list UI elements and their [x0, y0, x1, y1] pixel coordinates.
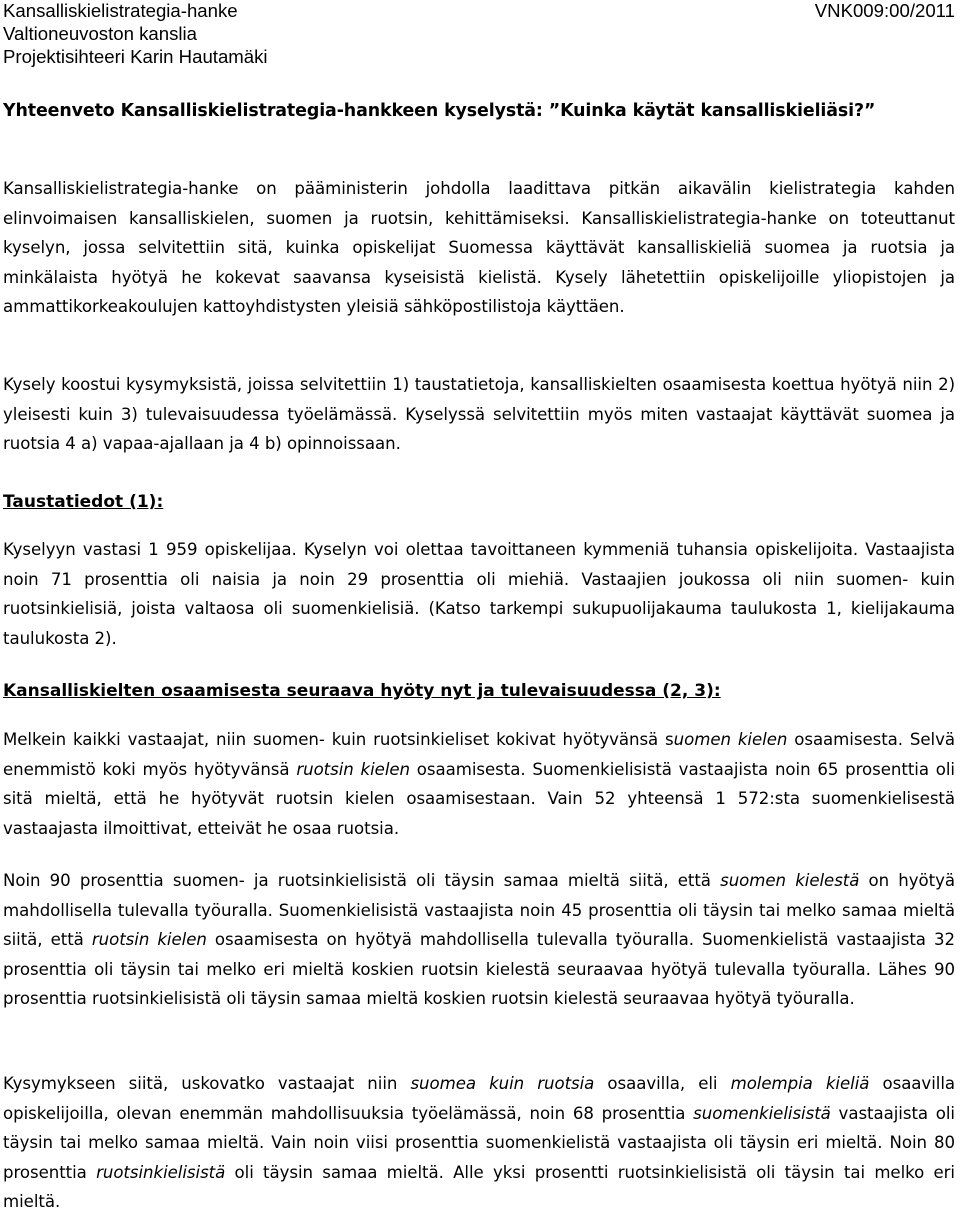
emphasis-text: suomen kielestä [720, 871, 860, 890]
background-paragraph: Kyselyyn vastasi 1 959 opiskelijaa. Kyselyn voi olettaa tavoittaneen kymmeniä tuhansia opiskelijoita. Vastaajista noin 71 prosenttia oli naisia ja noin 29 prosenttia oli miehiä. Vastaajien joukossa oli niin suomen- kuin ruotsinkielisiä, joista valtaosa oli suomenkielisiä. (Katso tarkempi sukupuolijakauma taulukosta 1, kielijakauma taulukosta 2). [3, 540, 955, 648]
section-heading-benefit: Kansalliskielten osaamisesta seuraava hyöty nyt ja tulevaisuudessa (2, 3): [3, 681, 721, 701]
benefit-paragraph-1: Melkein kaikki vastaajat, niin suomen- kuin ruotsinkieliset kokivat hyötyvänsä suomen kielen osaamisesta. Selvä enemmistö koki myös hyötyvänsä ruotsin kielen osaamisesta. Suomenkielisistä vastaajista noin 65 prosenttia oli sitä mieltä, että he hyötyvät ruotsin kielen osaamisestaan. Vain 52 yhteensä 1 572:sta suomenkielisestä vastaajasta ilmoittivat, etteivät he osaa ruotsia. [3, 730, 955, 838]
emphasis-text: suomea kuin ruotsia [410, 1074, 595, 1093]
header-organization: Valtioneuvoston kanslia [3, 23, 197, 44]
intro-paragraph-2: Kysely koostui kysymyksistä, joissa selvitettiin 1) taustatietoja, kansalliskielten osaamisesta koettua hyötyä niin 2) yleisesti kuin 3) tulevaisuudessa työelämässä. Kyselyssä selvitettiin myös miten vastaajat käyttävät suomea ja ruotsia 4 a) vapaa-ajallaan ja 4 b) opinnoissaan. [3, 375, 955, 454]
benefit-paragraph-2: Noin 90 prosenttia suomen- ja ruotsinkielisistä oli täysin samaa mieltä siitä, että suomen kielestä on hyötyä mahdollisella tulevalla työuralla. Suomenkielisistä vastaajista noin 45 prosenttia oli täysin tai melko samaa mieltä siitä, että ruotsin kielen osaamisesta on hyötyä mahdollisella tulevalla työuralla. Suomenkielistä vastaajista 32 prosenttia oli täysin tai melko eri mieltä koskien ruotsin kielestä seuraavaa hyötyä tulevalla työuralla. Lähes 90 prosenttia ruotsinkielisistä oli täysin samaa mieltä koskien ruotsin kielestä seuraavaa hyötyä työuralla. [3, 871, 955, 1009]
emphasis-text: ruotsinkielisistä [96, 1162, 226, 1182]
emphasis-text: suomenkielisistä [693, 1103, 831, 1123]
emphasis-text: ruotsin kielen [296, 759, 411, 779]
emphasis-text: molempia kieliä [730, 1074, 870, 1093]
header-project: Kansalliskielistrategia-hanke [3, 0, 238, 21]
header-author: Projektisihteeri Karin Hautamäki [3, 46, 268, 67]
intro-paragraph-1: Kansalliskielistrategia-hanke on pääministerin johdolla laadittava pitkän aikavälin kielistrategia kahden elinvoimaisen kansalliskielen, suomen ja ruotsin, kehittämiseksi. Kansalliskielistrategia-hanke on toteuttanut kyselyn, jossa selvitettiin sitä, kuinka opiskelijat Suomessa käyttävät kansalliskieliä suomea ja ruotsia ja minkälaista hyötyä he kokevat saavansa kyseisistä kielistä. Kysely lähetettiin opiskelijoille yliopistojen ja ammattikorkeakoulujen kattoyhdistysten yleisiä sähköpostilistoja käyttäen. [3, 179, 955, 317]
emphasis-text: uomen kielen [673, 730, 788, 749]
benefit-paragraph-3: Kysymykseen siitä, uskovatko vastaajat niin suomea kuin ruotsia osaavilla, eli molempia kieliä osaavilla opiskelijoilla, olevan enemmän mahdollisuuksia työelämässä, noin 68 prosenttia suomenkielisistä vastaajista oli täysin tai melko samaa mieltä. Vain noin viisi prosenttia suomenkielistä vastaajista oli täysin eri mieltä. Noin 80 prosenttia ruotsinkielisistä oli täysin samaa mieltä. Alle yksi prosentti ruotsinkielisistä oli täysin tai melko eri mieltä. [3, 1074, 955, 1212]
emphasis-text: ruotsin kielen [91, 930, 207, 950]
document-title: Yhteenveto Kansalliskielistrategia-hankkeen kyselystä: ”Kuinka käytät kansalliskieliäsi?” [3, 101, 876, 121]
header-reference: VNK009:00/2011 [814, 0, 955, 21]
section-heading-background: Taustatiedot (1): [3, 492, 164, 512]
